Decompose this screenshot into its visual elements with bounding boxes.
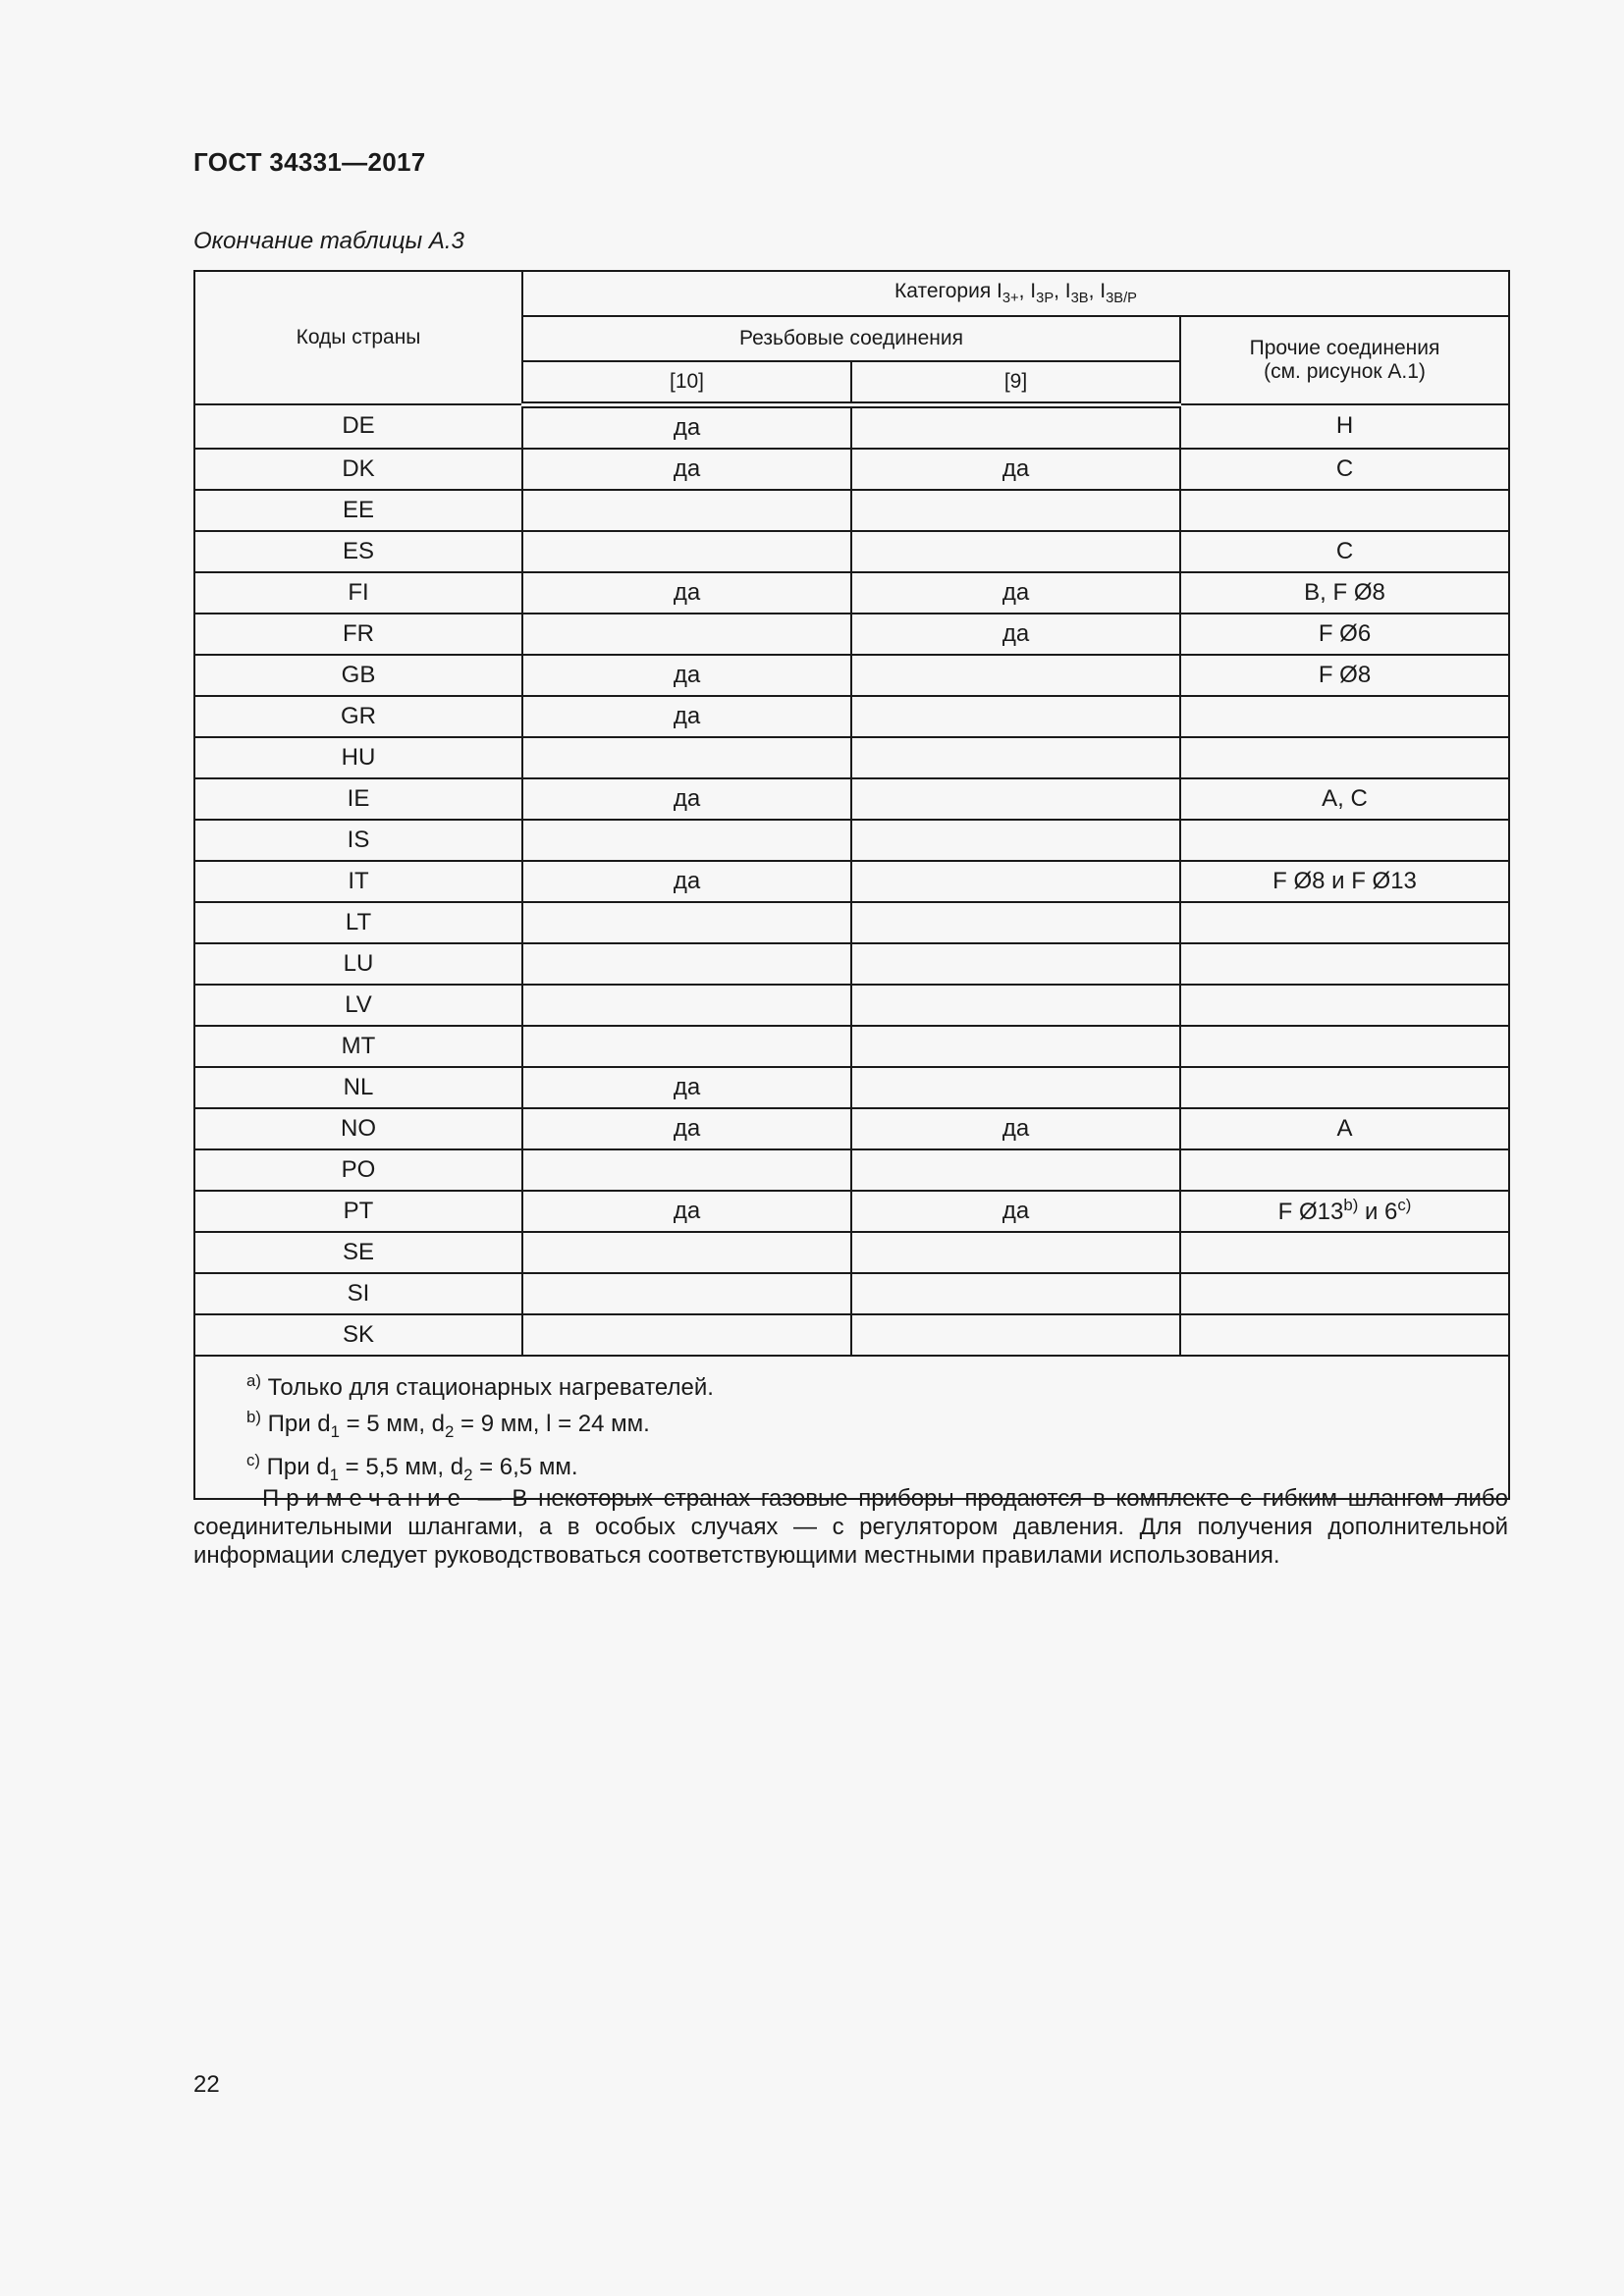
other-connections-cell: C bbox=[1180, 531, 1509, 572]
other-connections-cell bbox=[1180, 1314, 1509, 1356]
other-connections-cell bbox=[1180, 490, 1509, 531]
threaded-10-cell bbox=[522, 1026, 851, 1067]
header-category: Категория $I_{3+}$, $I_{3P}$, $I_{3B}$, $I_{3B/P}$ bbox=[522, 271, 1509, 316]
country-code-cell: SI bbox=[194, 1273, 522, 1314]
threaded-9-cell bbox=[851, 696, 1180, 737]
note-text: — В некоторых странах газовые приборы продаются в комплекте с гибким шлангом либо соединительными шлангами, а в особых случаях — с регулятором давления. Для получения дополнительной информации следует руководствоваться соответствующими местными правилами использования. bbox=[193, 1485, 1508, 1569]
threaded-9-cell: да bbox=[851, 449, 1180, 490]
threaded-10-cell: да bbox=[522, 778, 851, 820]
document-code: ГОСТ 34331—2017 bbox=[193, 147, 426, 177]
country-code-cell: GB bbox=[194, 655, 522, 696]
table-row bbox=[194, 1191, 1509, 1232]
threaded-10-cell bbox=[522, 943, 851, 985]
table-row bbox=[194, 778, 1509, 820]
threaded-10-cell: да bbox=[522, 696, 851, 737]
threaded-10-cell: да bbox=[522, 1067, 851, 1108]
other-connections-cell: C bbox=[1180, 449, 1509, 490]
threaded-9-cell: да bbox=[851, 1108, 1180, 1149]
threaded-10-cell bbox=[522, 902, 851, 943]
country-code-cell: IS bbox=[194, 820, 522, 861]
threaded-9-cell bbox=[851, 985, 1180, 1026]
threaded-9-cell bbox=[851, 778, 1180, 820]
threaded-9-cell: да bbox=[851, 1191, 1180, 1232]
threaded-9-cell bbox=[851, 655, 1180, 696]
threaded-9-cell bbox=[851, 820, 1180, 861]
threaded-9-cell bbox=[851, 737, 1180, 778]
threaded-9-cell bbox=[851, 1067, 1180, 1108]
country-code-cell: ES bbox=[194, 531, 522, 572]
other-connections-cell: A, C bbox=[1180, 778, 1509, 820]
country-code-cell: DE bbox=[194, 404, 522, 449]
threaded-10-cell: да bbox=[522, 449, 851, 490]
country-code-cell: PT bbox=[194, 1191, 522, 1232]
table-row bbox=[194, 696, 1509, 737]
threaded-10-cell: да bbox=[522, 1108, 851, 1149]
other-connections-cell bbox=[1180, 737, 1509, 778]
threaded-10-cell bbox=[522, 490, 851, 531]
table-row bbox=[194, 737, 1509, 778]
other-connections-cell bbox=[1180, 1149, 1509, 1191]
footnote-b: $^{b)}$ При $d_1 = 5$ мм, $d_2 = 9$ мм, l = 24 мм. bbox=[246, 1407, 650, 1441]
table-footnotes bbox=[194, 1356, 1509, 1500]
threaded-9-cell bbox=[851, 861, 1180, 902]
threaded-9-cell bbox=[851, 404, 1180, 449]
table-row bbox=[194, 1273, 1509, 1314]
threaded-10-cell: да bbox=[522, 861, 851, 902]
table-row bbox=[194, 902, 1509, 943]
threaded-10-cell bbox=[522, 614, 851, 655]
other-connections-cell: B, F Ø8 bbox=[1180, 572, 1509, 614]
table-row bbox=[194, 1067, 1509, 1108]
other-connections-cell bbox=[1180, 1232, 1509, 1273]
other-connections-cell: F Ø8 bbox=[1180, 655, 1509, 696]
country-codes-table bbox=[193, 270, 1510, 1500]
other-connections-cell bbox=[1180, 943, 1509, 985]
country-code-cell: DK bbox=[194, 449, 522, 490]
table-row bbox=[194, 531, 1509, 572]
other-connections-cell: H bbox=[1180, 404, 1509, 449]
footnote-a: $^{a)}$ Только для стационарных нагревателей. bbox=[246, 1370, 714, 1401]
table-row bbox=[194, 490, 1509, 531]
threaded-9-cell bbox=[851, 1149, 1180, 1191]
other-connections-cell bbox=[1180, 1067, 1509, 1108]
threaded-10-cell: да bbox=[522, 572, 851, 614]
country-code-cell: FR bbox=[194, 614, 522, 655]
country-code-cell: LV bbox=[194, 985, 522, 1026]
country-code-cell: GR bbox=[194, 696, 522, 737]
other-connections-cell: A bbox=[1180, 1108, 1509, 1149]
other-connections-cell bbox=[1180, 1273, 1509, 1314]
threaded-9-cell bbox=[851, 1026, 1180, 1067]
other-connections-cell bbox=[1180, 1026, 1509, 1067]
country-code-cell: LT bbox=[194, 902, 522, 943]
threaded-9-cell bbox=[851, 1232, 1180, 1273]
table-row bbox=[194, 1149, 1509, 1191]
country-code-cell: HU bbox=[194, 737, 522, 778]
threaded-9-cell bbox=[851, 1314, 1180, 1356]
country-code-cell: PO bbox=[194, 1149, 522, 1191]
other-connections-cell bbox=[1180, 985, 1509, 1026]
note-paragraph bbox=[193, 1484, 1508, 1570]
threaded-10-cell bbox=[522, 820, 851, 861]
threaded-10-cell: да bbox=[522, 655, 851, 696]
threaded-10-cell bbox=[522, 531, 851, 572]
country-code-cell: IT bbox=[194, 861, 522, 902]
header-other-connections: Прочие соединения (см. рисунок А.1) bbox=[1180, 316, 1509, 404]
header-country-codes: Коды страны bbox=[194, 271, 522, 404]
country-code-cell: EE bbox=[194, 490, 522, 531]
note-label: Примечание bbox=[262, 1485, 467, 1512]
table-row bbox=[194, 943, 1509, 985]
threaded-9-cell bbox=[851, 490, 1180, 531]
table-row bbox=[194, 1232, 1509, 1273]
threaded-9-cell bbox=[851, 902, 1180, 943]
table-row bbox=[194, 655, 1509, 696]
country-code-cell: SE bbox=[194, 1232, 522, 1273]
threaded-10-cell bbox=[522, 1149, 851, 1191]
table-body bbox=[194, 404, 1509, 1356]
table-row bbox=[194, 820, 1509, 861]
other-connections-cell: F Ø6 bbox=[1180, 614, 1509, 655]
table-row bbox=[194, 449, 1509, 490]
table-row bbox=[194, 1314, 1509, 1356]
threaded-9-cell: да bbox=[851, 572, 1180, 614]
header-col-9: [9] bbox=[851, 361, 1180, 404]
other-connections-cell bbox=[1180, 696, 1509, 737]
threaded-9-cell bbox=[851, 531, 1180, 572]
country-code-cell: LU bbox=[194, 943, 522, 985]
country-code-cell: NL bbox=[194, 1067, 522, 1108]
threaded-9-cell bbox=[851, 1273, 1180, 1314]
page-number: 22 bbox=[193, 2071, 220, 2098]
threaded-10-cell bbox=[522, 737, 851, 778]
header-threaded-connections: Резьбовые соединения bbox=[522, 316, 1180, 361]
threaded-10-cell bbox=[522, 1273, 851, 1314]
table-row bbox=[194, 985, 1509, 1026]
other-connections-cell: F Ø8 и F Ø13 bbox=[1180, 861, 1509, 902]
table-row bbox=[194, 404, 1509, 449]
other-connections-cell bbox=[1180, 820, 1509, 861]
threaded-10-cell bbox=[522, 985, 851, 1026]
threaded-10-cell bbox=[522, 1314, 851, 1356]
footnote-c: $^{c)}$ При $d_1 = 5,5$ мм, $d_2 = 6,5$ мм. bbox=[246, 1451, 578, 1485]
country-code-cell: NO bbox=[194, 1108, 522, 1149]
threaded-9-cell bbox=[851, 943, 1180, 985]
country-code-cell: SK bbox=[194, 1314, 522, 1356]
threaded-10-cell bbox=[522, 1232, 851, 1273]
threaded-9-cell: да bbox=[851, 614, 1180, 655]
table-row bbox=[194, 1108, 1509, 1149]
table-row bbox=[194, 572, 1509, 614]
threaded-10-cell: да bbox=[522, 404, 851, 449]
country-code-cell: IE bbox=[194, 778, 522, 820]
header-col-10: [10] bbox=[522, 361, 851, 404]
country-code-cell: FI bbox=[194, 572, 522, 614]
table-row bbox=[194, 861, 1509, 902]
other-connections-cell: F Ø13$^{b)}$ и 6$^{c)}$ bbox=[1180, 1191, 1509, 1232]
table-caption: Окончание таблицы А.3 bbox=[193, 228, 464, 254]
threaded-10-cell: да bbox=[522, 1191, 851, 1232]
other-connections-cell bbox=[1180, 902, 1509, 943]
country-code-cell: MT bbox=[194, 1026, 522, 1067]
table-row bbox=[194, 614, 1509, 655]
table-row bbox=[194, 1026, 1509, 1067]
